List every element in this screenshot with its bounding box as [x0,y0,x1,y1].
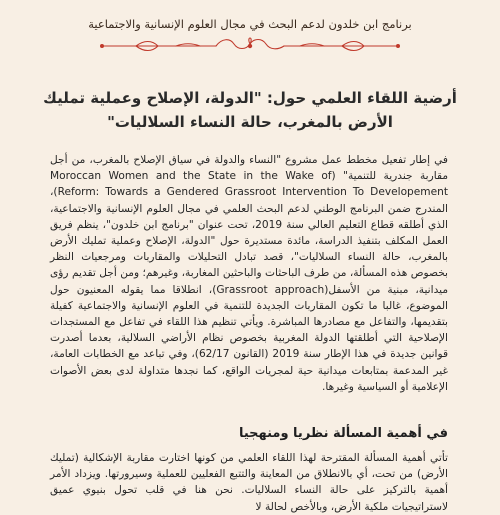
section-heading: في أهمية المسألة نظريا ومنهجيا [238,426,448,441]
program-header: برنامج ابن خلدون لدعم البحث في مجال العلوم الإنسانية والاجتماعية [88,17,412,31]
decorative-flourish-icon [96,34,404,56]
document-title: أرضية اللقاء العلمي حول: "الدولة، الإصلاح وعملية تمليك الأرض بالمغرب، حالة النساء السلاليات" [43,89,457,131]
paragraph-importance: تأتي أهمية المسألة المقترحة لهذا اللقاء العلمي من كونها اختارت مقاربة الإشكالية (تمليك الأرض) من تحت، أي بالانطلاق من المعاينة والتتبع الفعليين للعملية وسيرورتها. ويزداد الأمر أهمية بالتركيز على حالة النساء السلاليات. نحن هنا في قلب تحول بنيوي عميق لاستراتيجيات ملكية الأرض، وبالأخص لحالة لا [50,452,448,513]
paragraph-intro: في إطار تفعيل مخطط عمل مشروع "النساء والدولة في سياق الإصلاح بالمغرب، من أجل مقاربة جندرية للتنمية" (Moroccan Women and the State in the Wake of Reform: Towards a Gendered Grassroot Intervention To Developement)، المندرج ضمن البرنامج الوطني لدعم البحث العلمي في مجال العلوم الإنسانية والاجتماعية، الذي أطلقه قطاع التعليم العالي سنة 2019، تحت عنوان "برنامج ابن خلدون"، ينظم فريق العمل المكلف بتنفيذ الدراسة، مائدة مستديرة حول "الدولة، الإصلاح وعملية تمليك الأرض بالمغرب، حالة النساء السلاليات"، قصد تبادل التحليلات والمقاربات ومرجعيات النظر بخصوص هذه المسألة، من طرف الباحثات والباحثين المغاربة، وغيرهم؛ ومن أجل تقديم رؤى ميدانية، مبنية من الأسفل(Grassroot approach)، انطلاقا مما يقوله المعنيون حول الموضوع، غالبا ما تكون المقاربات الجديدة للتنمية في العلوم الإنسانية والاجتماعية كفيلة بتقديمها، والتفاعل مع مصادرها المباشرة. ويأتي تنظيم هذا اللقاء في تفاعل مع المستجدات الإصلاحية التي أطلقتها الدولة المغربية بخصوص نظام الأراضي السلالية، بعدما أصدرت قوانين جديدة في هذا الإطار سنة 2019 (القانون 62/17)، وفي تباعد مع الخطابات العامة، غير المدعمة بمتابعات ميدانية حية لمجريات الواقع، كما نجدها متداولة لدى بعض الأصوات الإعلامية أو السياسية وغيرها. [50,154,449,393]
